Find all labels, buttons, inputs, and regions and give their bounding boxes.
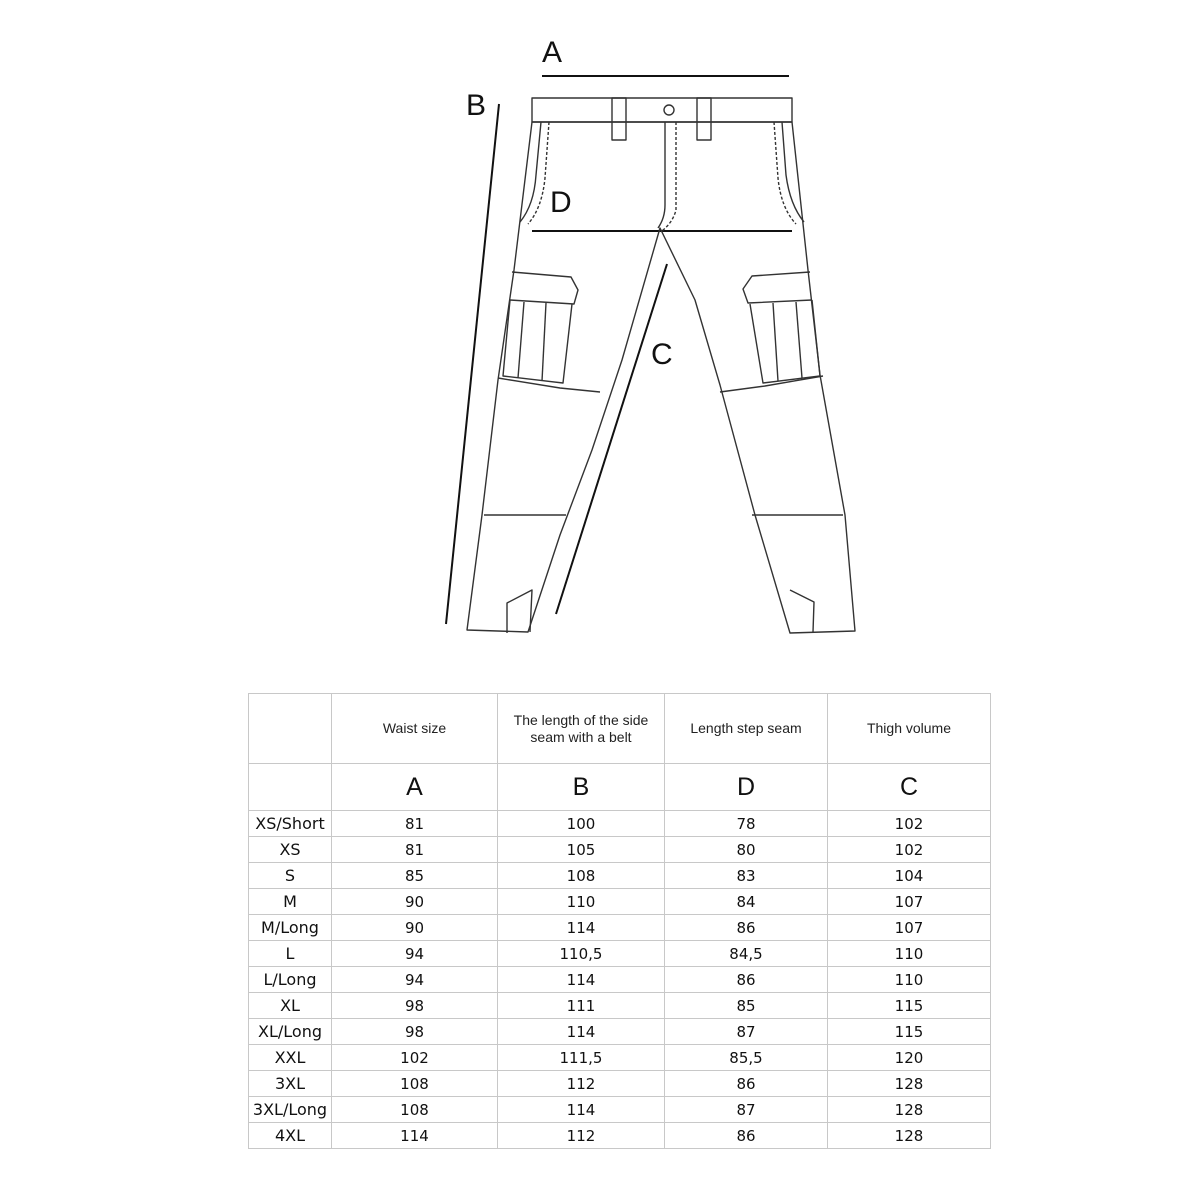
waist-cell: 98 — [332, 1019, 498, 1045]
table-row — [249, 1045, 991, 1071]
step-seam-cell: 86 — [665, 967, 828, 993]
side-seam-cell: 105 — [498, 837, 665, 863]
waist-cell: 94 — [332, 941, 498, 967]
table-body — [249, 811, 991, 1149]
size-cell: S — [249, 863, 332, 889]
thigh-cell: 110 — [828, 967, 991, 993]
letter-cell-c: C — [828, 764, 991, 811]
table-row — [249, 837, 991, 863]
size-cell: XL — [249, 993, 332, 1019]
side-seam-cell: 108 — [498, 863, 665, 889]
step-seam-cell: 83 — [665, 863, 828, 889]
thigh-cell: 102 — [828, 837, 991, 863]
thigh-cell: 128 — [828, 1071, 991, 1097]
dimension-label-b: B — [466, 89, 487, 122]
header-cell-size — [249, 694, 332, 764]
header-cell-waist-size: Waist size — [332, 694, 498, 764]
table-row — [249, 889, 991, 915]
side-seam-cell: 111,5 — [498, 1045, 665, 1071]
header-cell-side-seam-length: The length of the side seam with a belt — [498, 694, 665, 764]
waist-cell: 102 — [332, 1045, 498, 1071]
letter-cell-a: A — [332, 764, 498, 811]
thigh-cell: 128 — [828, 1123, 991, 1149]
waist-cell: 81 — [332, 811, 498, 837]
thigh-cell: 104 — [828, 863, 991, 889]
table-row — [249, 915, 991, 941]
dimension-label-a: A — [542, 36, 563, 69]
size-cell: XS/Short — [249, 811, 332, 837]
waist-cell: 114 — [332, 1123, 498, 1149]
thigh-cell: 110 — [828, 941, 991, 967]
size-chart-table — [248, 693, 991, 1149]
thigh-cell: 115 — [828, 1019, 991, 1045]
side-seam-cell: 114 — [498, 967, 665, 993]
size-cell: 4XL — [249, 1123, 332, 1149]
size-cell: L — [249, 941, 332, 967]
step-seam-cell: 85 — [665, 993, 828, 1019]
side-seam-cell: 110 — [498, 889, 665, 915]
size-cell: XXL — [249, 1045, 332, 1071]
waist-cell: 81 — [332, 837, 498, 863]
step-seam-cell: 86 — [665, 1123, 828, 1149]
table-row — [249, 993, 991, 1019]
step-seam-cell: 86 — [665, 915, 828, 941]
step-seam-cell: 87 — [665, 1019, 828, 1045]
step-seam-cell: 86 — [665, 1071, 828, 1097]
thigh-cell: 107 — [828, 915, 991, 941]
table-row — [249, 1097, 991, 1123]
thigh-cell: 128 — [828, 1097, 991, 1123]
waist-cell: 108 — [332, 1097, 498, 1123]
step-seam-cell: 84 — [665, 889, 828, 915]
size-cell: L/Long — [249, 967, 332, 993]
dimension-label-c: C — [651, 338, 673, 371]
waist-cell: 108 — [332, 1071, 498, 1097]
header-cell-thigh-volume: Thigh volume — [828, 694, 991, 764]
waist-cell: 94 — [332, 967, 498, 993]
thigh-cell: 102 — [828, 811, 991, 837]
table-row — [249, 1071, 991, 1097]
dimension-label-d: D — [550, 186, 572, 219]
letter-cell-b: B — [498, 764, 665, 811]
table-letter-row — [249, 764, 991, 811]
side-seam-cell: 110,5 — [498, 941, 665, 967]
letter-cell-empty — [249, 764, 332, 811]
table-row — [249, 1019, 991, 1045]
side-seam-cell: 100 — [498, 811, 665, 837]
step-seam-cell: 78 — [665, 811, 828, 837]
table-row — [249, 811, 991, 837]
size-cell: XS — [249, 837, 332, 863]
size-cell: M/Long — [249, 915, 332, 941]
size-cell: M — [249, 889, 332, 915]
thigh-cell: 107 — [828, 889, 991, 915]
table-row — [249, 1123, 991, 1149]
side-seam-cell: 114 — [498, 1097, 665, 1123]
waist-cell: 98 — [332, 993, 498, 1019]
dimension-line-b — [446, 104, 499, 624]
side-seam-cell: 114 — [498, 915, 665, 941]
header-cell-step-seam-length: Length step seam — [665, 694, 828, 764]
waist-cell: 90 — [332, 889, 498, 915]
step-seam-cell: 85,5 — [665, 1045, 828, 1071]
side-seam-cell: 112 — [498, 1123, 665, 1149]
thigh-cell: 115 — [828, 993, 991, 1019]
table-row — [249, 863, 991, 889]
waist-cell: 85 — [332, 863, 498, 889]
table-header-row — [249, 694, 991, 764]
side-seam-cell: 111 — [498, 993, 665, 1019]
dimension-line-c — [556, 264, 667, 614]
side-seam-cell: 114 — [498, 1019, 665, 1045]
table-row — [249, 941, 991, 967]
size-cell: XL/Long — [249, 1019, 332, 1045]
step-seam-cell: 87 — [665, 1097, 828, 1123]
size-cell: 3XL/Long — [249, 1097, 332, 1123]
table-row — [249, 967, 991, 993]
waist-cell: 90 — [332, 915, 498, 941]
side-seam-cell: 112 — [498, 1071, 665, 1097]
thigh-cell: 120 — [828, 1045, 991, 1071]
step-seam-cell: 84,5 — [665, 941, 828, 967]
letter-cell-d: D — [665, 764, 828, 811]
step-seam-cell: 80 — [665, 837, 828, 863]
size-cell: 3XL — [249, 1071, 332, 1097]
